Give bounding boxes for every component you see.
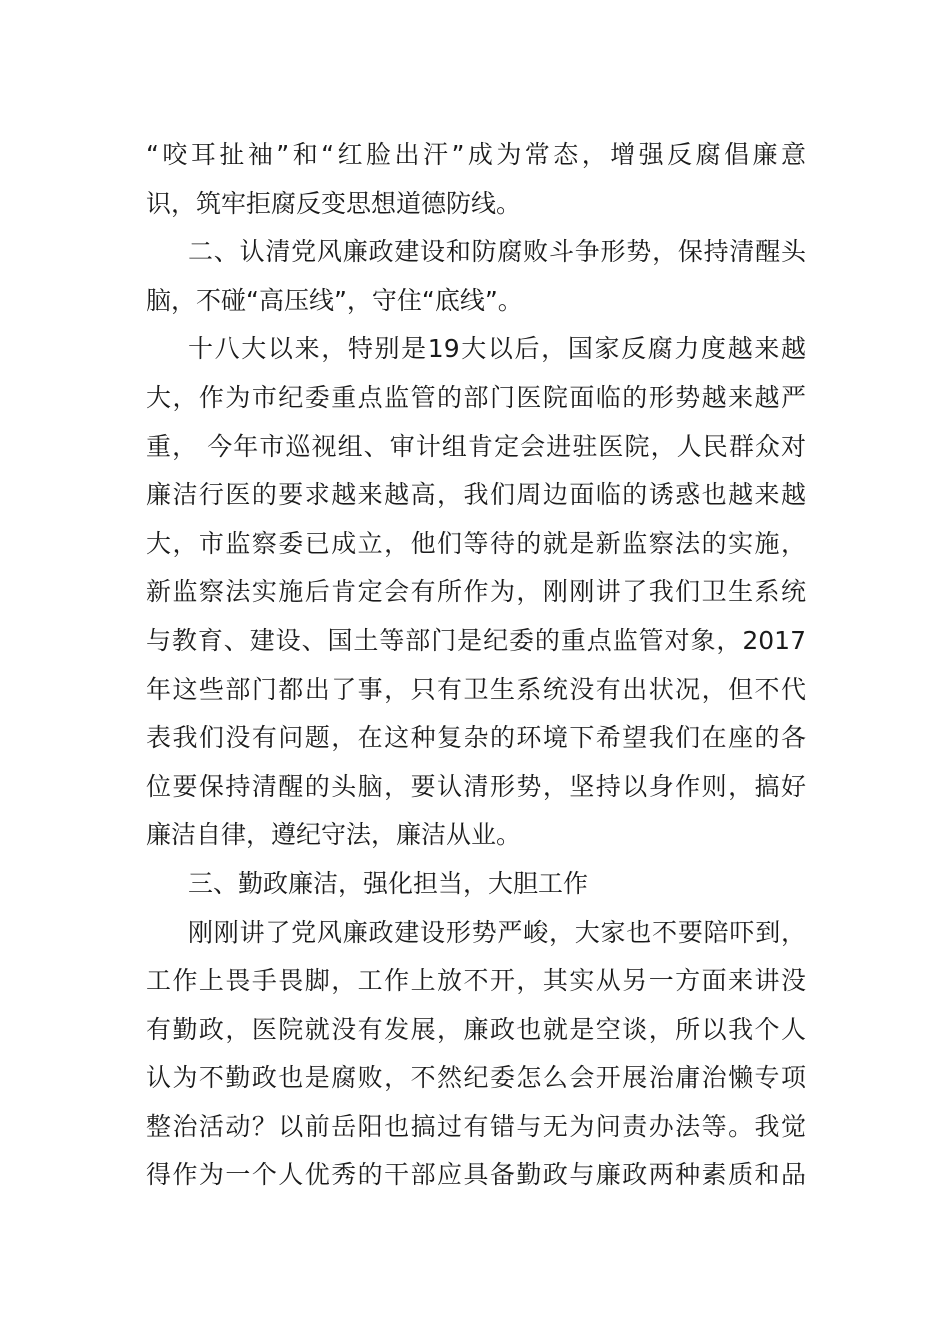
section-heading-3: 三、勤政廉洁，强化担当，大胆工作 <box>188 868 589 898</box>
text-line: 识，筑牢拒腐反变思想道德防线。 <box>146 188 522 218</box>
text-line: 整治活动？以前岳阳也搞过有错与无为问责办法等。我觉 <box>146 1111 806 1141</box>
text-line: 有勤政，医院就没有发展，廉政也就是空谈，所以我个人 <box>146 1014 806 1044</box>
text-line: 表我们没有问题，在这种复杂的环境下希望我们在座的各 <box>146 723 806 753</box>
text-line: 重， 今年市巡视组、审计组肯定会进驻医院，人民群众对 <box>146 431 806 461</box>
text-line: 刚刚讲了党风廉政建设形势严峻，大家也不要陪吓到， <box>188 917 806 947</box>
text-line: 十八大以来，特别是19大以后，国家反腐力度越来越 <box>188 334 806 364</box>
text-line: “咬耳扯袖”和“红脸出汗”成为常态，增强反腐倡廉意 <box>146 140 806 169</box>
body-text <box>146 131 806 1200</box>
text-line: 廉洁行医的要求越来越高，我们周边面临的诱惑也越来越 <box>146 480 806 510</box>
text-line: 年这些部门都出了事，只有卫生系统没有出状况，但不代 <box>146 674 806 704</box>
text-line: 得作为一个人优秀的干部应具备勤政与廉政两种素质和品 <box>146 1160 806 1190</box>
text-line: 大，市监察委已成立，他们等待的就是新监察法的实施， <box>146 528 806 558</box>
text-line: 认为不勤政也是腐败，不然纪委怎么会开展治庸治懒专项 <box>146 1063 806 1093</box>
text-line: 位要保持清醒的头脑，要认清形势，坚持以身作则，搞好 <box>146 771 806 801</box>
text-line: 与教育、建设、国土等部门是纪委的重点监管对象，2017 <box>146 625 806 655</box>
section-heading-2: 二、认清党风廉政建设和防腐败斗争形势，保持清醒头 <box>188 237 806 267</box>
text-line: 工作上畏手畏脚，工作上放不开，其实从另一方面来讲没 <box>146 966 806 996</box>
text-line: 大，作为市纪委重点监管的部门医院面临的形势越来越严 <box>146 382 806 412</box>
text-line: 廉洁自律，遵纪守法，廉洁从业。 <box>146 820 522 850</box>
section-heading-2-cont: 脑，不碰“高压线”，守住“底线”。 <box>146 285 523 315</box>
text-line: 新监察法实施后肯定会有所作为，刚刚讲了我们卫生系统 <box>146 577 806 607</box>
